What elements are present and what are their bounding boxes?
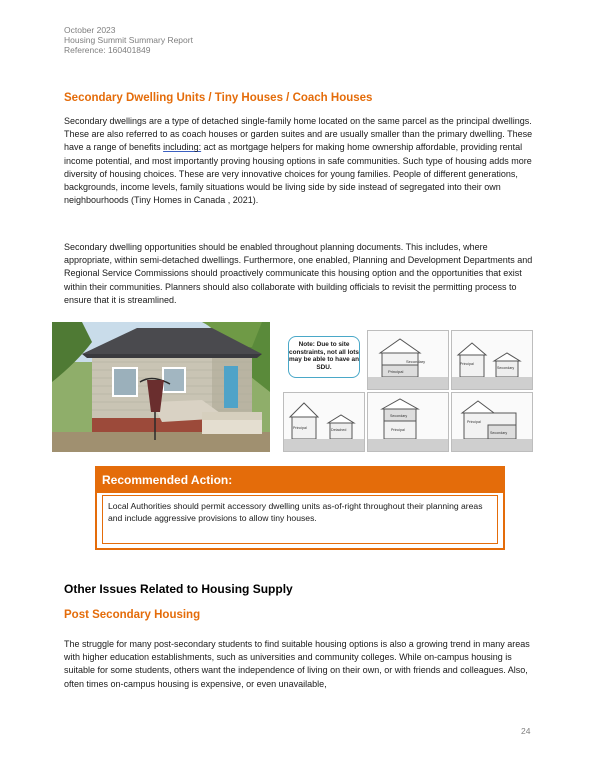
diagram-cell-5 <box>451 392 533 452</box>
svg-text:Secondary: Secondary <box>497 366 515 370</box>
paragraph-post-secondary: The struggle for many post-secondary students to find suitable housing options is also a growing trend in many areas with higher education establishments, such as universities and community colleges. While on-campus housing is suitable for some students, others want the independence of living on their own, or with friends and colleagues. Also, often times on-campus housing is expensive, or even unavailable, <box>64 639 530 689</box>
paragraph-text: act as mortgage helpers for making home ownership affordable, providing rental income potential, and most importantly proving housing options in safe communities. Such type of housing adds more diversity of housing choices. These are very innovative choices for young families. People of different generations, backgrounds, income levels, family situations would be living side by side instead of segregated into their own neighbourhoods (Tiny Homes in Canada , 2021). <box>64 142 532 206</box>
page-number: 24 <box>521 726 531 736</box>
diagram-cell-1 <box>367 330 449 390</box>
recommended-action-text: Local Authorities should permit accessory dwelling units as-of-right throughout their planning areas and include aggressive provisions to allow tiny houses. <box>102 495 498 544</box>
site-constraints-note: Note: Due to site constraints, not all lots may be able to have an SDU. <box>288 336 360 378</box>
svg-text:Detached: Detached <box>331 428 347 432</box>
diagram-cell-3 <box>283 392 365 452</box>
svg-text:Principal: Principal <box>391 428 405 432</box>
diagram-cell-2 <box>451 330 533 390</box>
section-title-post-secondary: Post Secondary Housing <box>64 609 201 621</box>
dwelling-diagrams <box>283 330 529 452</box>
header-date: October 2023 <box>64 25 116 35</box>
recommended-action-heading: Recommended Action: <box>97 468 503 493</box>
section-title-secondary-dwellings: Secondary Dwelling Units / Tiny Houses / Coach Houses <box>64 92 373 104</box>
svg-text:Secondary: Secondary <box>490 431 508 435</box>
svg-text:Principal: Principal <box>467 420 481 424</box>
heading-other-issues: Other Issues Related to Housing Supply <box>64 582 293 596</box>
svg-text:Secondary: Secondary <box>406 359 426 364</box>
note-callout <box>283 330 363 388</box>
paragraph-text: Secondary dwellings are a type of detached single-family home located on the same parcel as the principal dwellings. These are also referred to as coach houses or garden suites and are usually smaller than the primary dwelling. These have a range of benefits <box>64 116 533 153</box>
header-title: Housing Summit Summary Report <box>64 35 193 45</box>
header-reference: Reference: 160401849 <box>64 45 151 55</box>
paragraph-secondary-dwellings <box>64 115 538 207</box>
paragraph-planning-opportunities: Secondary dwelling opportunities should be enabled throughout planning documents. This includes, where appropriate, within semi-detached dwellings. Furthermore, one enabled, Planning and Development Departments and Regional Service Commissions should proactively communicate this housing option and the opportunities that exist within their communities. Planners should also collaborate with building officials to revisit the permitting process to ensure that it is streamlined. <box>64 242 533 305</box>
report-header <box>64 25 193 55</box>
svg-text:Secondary: Secondary <box>390 414 408 418</box>
diagram-cell-4 <box>367 392 449 452</box>
secondary-dwelling-photo <box>52 322 270 452</box>
svg-text:Principal: Principal <box>460 362 474 366</box>
svg-text:Principal: Principal <box>293 426 307 430</box>
recommended-action-box <box>95 466 505 550</box>
underlined-word: including: <box>163 142 202 153</box>
svg-text:Principal: Principal <box>388 369 404 374</box>
